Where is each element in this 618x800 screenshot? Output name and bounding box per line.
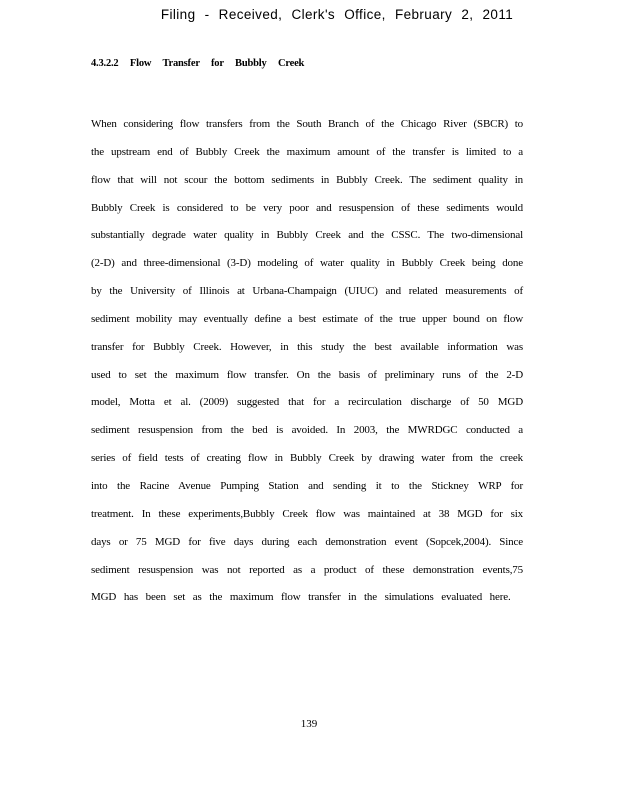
paragraph-line: Bubbly Creek is considered to be very poor and resuspension of these sediments would xyxy=(91,201,523,214)
paragraph-line: the upstream end of Bubbly Creek the maximum amount of the transfer is limited to a xyxy=(91,145,523,158)
paragraph-line: by the University of Illinois at Urbana-Champaign (UIUC) and related measurements of xyxy=(91,285,523,298)
paragraph-line: days or 75 MGD for five days during each demonstration event (Sopcek,2004). Since xyxy=(91,535,523,548)
paragraph-line: series of field tests of creating flow in Bubbly Creek by drawing water from the creek xyxy=(91,452,523,465)
paragraph-line: treatment. In these experiments,Bubbly Creek flow was maintained at 38 MGD for six xyxy=(91,507,523,520)
paragraph-line: model, Motta et al. (2009) suggested that for a recirculation discharge of 50 MGD xyxy=(91,396,523,409)
paragraph-line: sediment mobility may eventually define a best estimate of the true upper bound on flow xyxy=(91,312,523,325)
section-heading: 4.3.2.2 Flow Transfer for Bubbly Creek xyxy=(91,58,305,69)
paragraph-line: MGD has been set as the maximum flow transfer in the simulations evaluated here. xyxy=(91,591,511,604)
page-number: 139 xyxy=(300,718,318,730)
paragraph-line: When considering flow transfers from the South Branch of the Chicago River (SBCR) to xyxy=(91,118,523,130)
paragraph-line: used to set the maximum flow transfer. On the basis of preliminary runs of the 2-D xyxy=(91,368,523,381)
paragraph-line: flow that will not scour the bottom sediments in Bubbly Creek. The sediment quality in xyxy=(91,173,523,186)
paragraph-line: transfer for Bubbly Creek. However, in this study the best available information was xyxy=(91,340,523,353)
filing-stamp-header: Filing - Received, Clerk's Office, February 2, 2011 xyxy=(160,7,514,22)
paragraph-line: sediment resuspension was not reported as a product of these demonstration events,75 xyxy=(91,563,523,576)
paragraph-line: sediment resuspension from the bed is avoided. In 2003, the MWRDGC conducted a xyxy=(91,424,523,437)
paragraph-line: substantially degrade water quality in Bubbly Creek and the CSSC. The two-dimensional xyxy=(91,229,523,242)
paragraph-line: into the Racine Avenue Pumping Station and sending it to the Stickney WRP for xyxy=(91,479,523,492)
paragraph-line: (2-D) and three-dimensional (3-D) modeling of water quality in Bubbly Creek being done xyxy=(91,257,523,270)
body-paragraph xyxy=(91,113,523,614)
